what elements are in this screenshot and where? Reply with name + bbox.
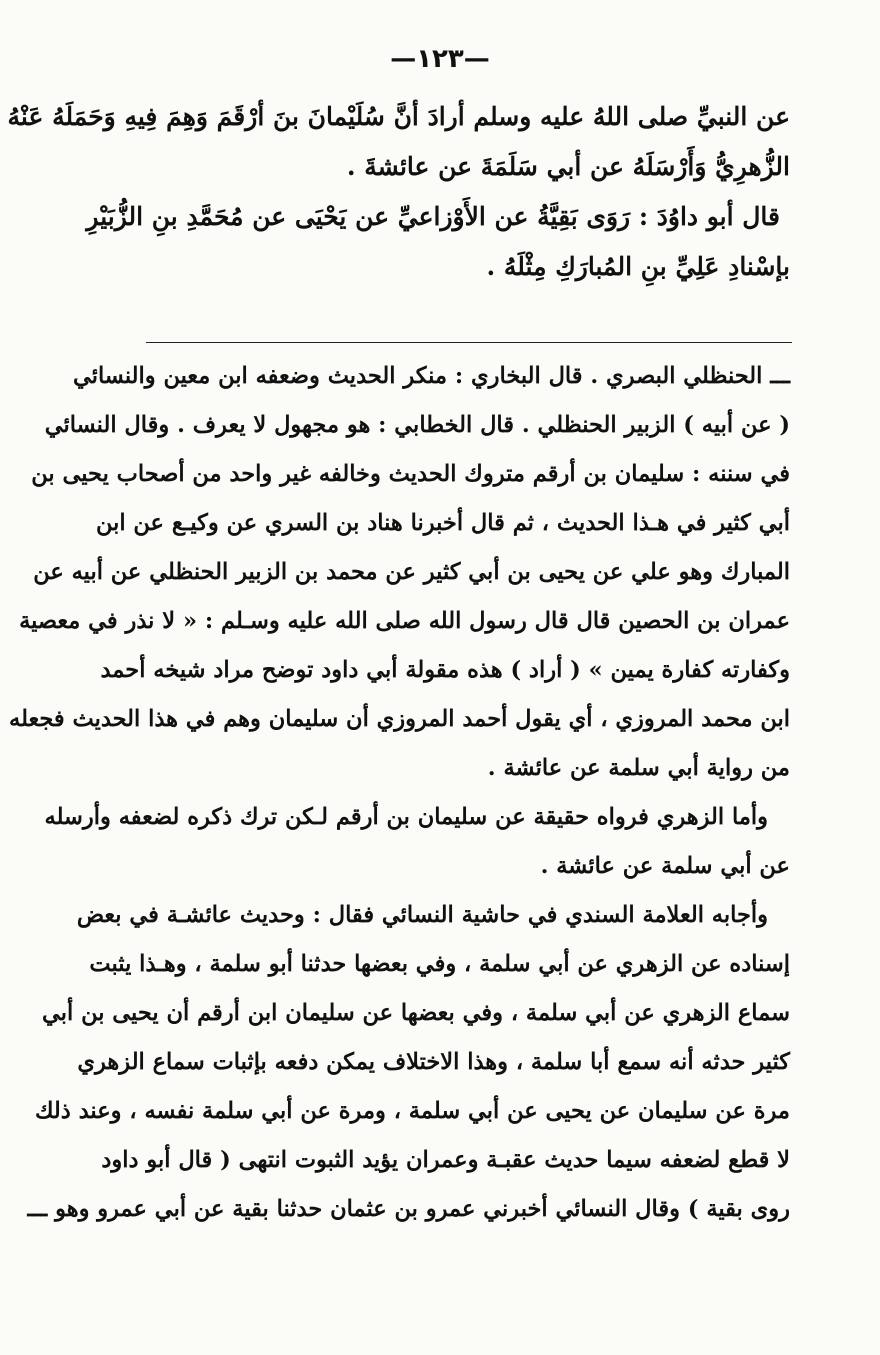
note-line: وأجابه العلامة السندي في حاشية النسائي فقال : وحديث عائشـة في بعض xyxy=(76,902,768,928)
main-text-line: الزُّهرِيُّ وَأَرْسَلَهُ عن أبي سَلَمَةَ عن عائشةَ . xyxy=(346,152,790,181)
note-line: أبي كثير في هـذا الحديث ، ثم قال أخبرنا هناد بن السري عن وكيـع عن ابن xyxy=(95,510,790,536)
main-text-line: عن النبيِّ صلى اللهُ عليه وسلم أرادَ أنَّ سُلَيْمانَ بنَ أرْقَمَ وَهِمَ فِيهِ وَحَمَلَهُ عَنْهُ xyxy=(7,102,790,131)
note-line: في سننه : سليمان بن أرقم متروك الحديث وخالفه غير واحد من أصحاب يحيى بن xyxy=(31,461,790,487)
footnote-separator xyxy=(146,342,792,343)
note-line: وكفارته كفارة يمين » ( أراد ) هذه مقولة أبي داود توضح مراد شيخه أحمد xyxy=(100,657,790,683)
note-line: ـــ الحنظلي البصري . قال البخاري : منكر الحديث وضعفه ابن معين والنسائي xyxy=(72,363,790,389)
note-line: المبارك وهو علي عن يحيى بن أبي كثير عن محمد بن الزبير الحنظلي عن أبيه عن xyxy=(33,559,790,585)
note-line: إسناده عن الزهري عن أبي سلمة ، وفي بعضها حدثنا أبو سلمة ، وهـذا يثبت xyxy=(89,951,790,977)
note-line: عن أبي سلمة عن عائشة . xyxy=(540,853,790,879)
main-text-line: قال أبو داوُدَ : رَوَى بَقِيَّةُ عن الأَوْزاعيِّ عن يَحْيَى عن مُحَمَّدِ بنِ الزُّبَيْرِ xyxy=(86,202,780,231)
note-line: روى بقية ) وقال النسائي أخبرني عمرو بن عثمان حدثنا بقية عن أبي عمرو وهو ـــ xyxy=(27,1196,790,1222)
note-line: من رواية أبي سلمة عن عائشة . xyxy=(487,755,790,781)
note-line: ابن محمد المروزي ، أي يقول أحمد المروزي أن سليمان وهم في هذا الحديث فجعله xyxy=(9,706,790,732)
note-line: عمران بن الحصين قال قال رسول الله صلى الله عليه وسـلم : « لا نذر في معصية xyxy=(19,608,790,634)
main-text xyxy=(7,92,790,292)
note-line: لا قطع لضعفه سيما حديث عقبـة وعمران يؤيد الثبوت انتهى ( قال أبو داود xyxy=(101,1147,790,1173)
page-number: —١٢٣— xyxy=(390,44,490,74)
commentary-notes xyxy=(9,352,790,1234)
note-line: وأما الزهري فرواه حقيقة عن سليمان بن أرقم لـكن ترك ذكره لضعفه وأرسله xyxy=(44,804,768,830)
note-line: ( عن أبيه ) الزبير الحنظلي . قال الخطابي : هو مجهول لا يعرف . وقال النسائي xyxy=(44,412,790,438)
note-line: مرة عن سليمان عن يحيى عن أبي سلمة ، ومرة عن أبي سلمة نفسه ، وعند ذلك xyxy=(34,1098,790,1124)
note-line: سماع الزهري عن أبي سلمة ، وفي بعضها عن سليمان ابن أرقم أن يحيى بن أبي xyxy=(41,1000,790,1026)
note-line: كثير حدثه أنه سمع أبا سلمة ، وهذا الاختلاف يمكن دفعه بإثبات سماع الزهري xyxy=(77,1049,790,1075)
main-text-line: بإسْنادِ عَلِيِّ بنِ المُبارَكِ مِثْلَهُ . xyxy=(486,252,790,281)
